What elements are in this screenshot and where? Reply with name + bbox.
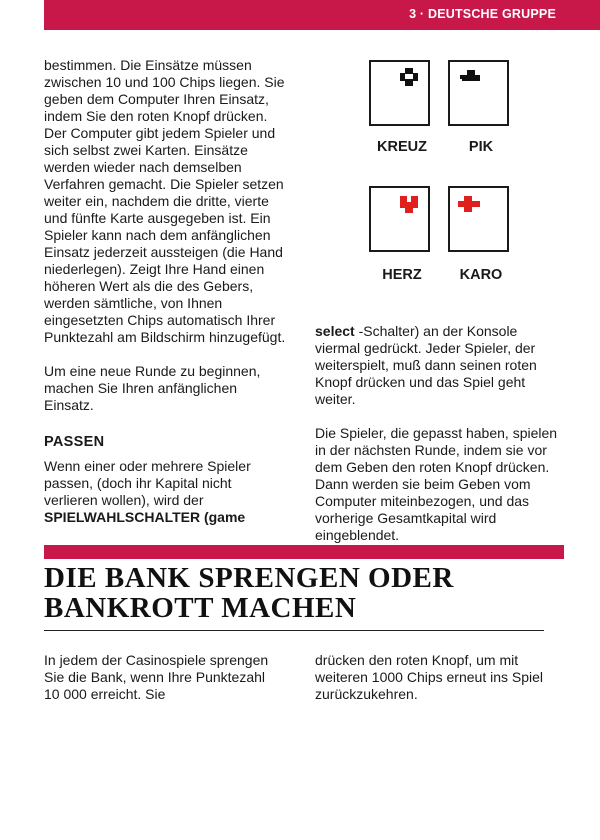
section-title [44,563,564,623]
suit-card-karo [448,186,509,252]
passen-heading: PASSEN [44,434,105,450]
select-text: select [315,323,355,339]
left-paragraph-1: bestimmen. Die Einsätze müssen zwischen 10 und 100 Chips liegen. Sie geben dem Computer Ihren Einsatz, indem Sie den roten Knopf drücken. Der Computer gibt jedem Spieler und sich selbst zwei Karten. Einsätze werden wieder nach demselben Verfahren gemacht. Die Spieler setzen weiter ein, nachdem die dritte, vierte und fünfte Karte ausgegeben ist. Ein Spieler kann nach dem anfänglichen Einsatz jederzeit aussteigen (die Hand niederlegen). Zeigt Ihre Hand einen höheren Wert als die des Gebers, werden sämtliche, von Ihnen eingesetzten Chips automatisch Ihrer Punktezahl am Bildschirm hinzugefügt. [44,57,286,345]
suit-label-karo: KARO [459,267,503,283]
right-column [315,323,565,561]
left-paragraph-3: Wenn einer oder mehrere Spieler passen, (doch ihr Kapital nicht verlieren wollen), wird der [44,458,251,508]
section-label: 3 · DEUTSCHE GRUPPE [409,7,556,21]
spade-icon [450,62,507,124]
club-icon [371,62,428,124]
heart-icon [371,188,428,250]
diamond-icon [450,188,507,250]
left-paragraph-3-block [44,458,289,526]
left-paragraph-2: Um eine neue Runde zu beginnen, machen Sie Ihren anfänglichen Einsatz. [44,363,261,413]
section-red-rule [44,545,564,559]
section-divider [44,630,544,631]
section-title-line-2: BANKROTT MACHEN [44,592,357,624]
spielwahlschalter-text: SPIELWAHLSCHALTER (game [44,509,246,525]
left-column [44,57,289,431]
section-left-text: In jedem der Casinospiele sprengen Sie die Bank, wenn Ihre Punktezahl 10 000 erreicht. Sie [44,652,269,702]
suit-label-herz: HERZ [382,267,422,283]
suit-label-kreuz: KREUZ [377,139,427,155]
section-right-text: drücken den roten Knopf, um mit weiteren 1000 Chips erneut ins Spiel zurückzukehren. [315,652,544,702]
right-paragraph-1 [315,323,565,408]
suit-card-herz [369,186,430,252]
suit-card-pik [448,60,509,126]
right-paragraph-1-rest: -Schalter) an der Konsole viermal gedrückt. Jeder Spieler, der weiterspielt, muß dann seinen roten Knopf drücken und das Spiel geht weiter. [315,323,537,407]
suit-label-pik: PIK [468,139,494,155]
right-paragraph-2: Die Spieler, die gepasst haben, spielen in der nächsten Runde, indem sie vor dem Geben den roten Knopf drücken. Dann werden sie beim Geben vom Computer miteinbezogen, und das vorherige Gesamtkapital wird eingeblendet. [315,425,558,543]
section-title-line-1: DIE BANK SPRENGEN ODER [44,562,454,594]
suit-card-kreuz [369,60,430,126]
